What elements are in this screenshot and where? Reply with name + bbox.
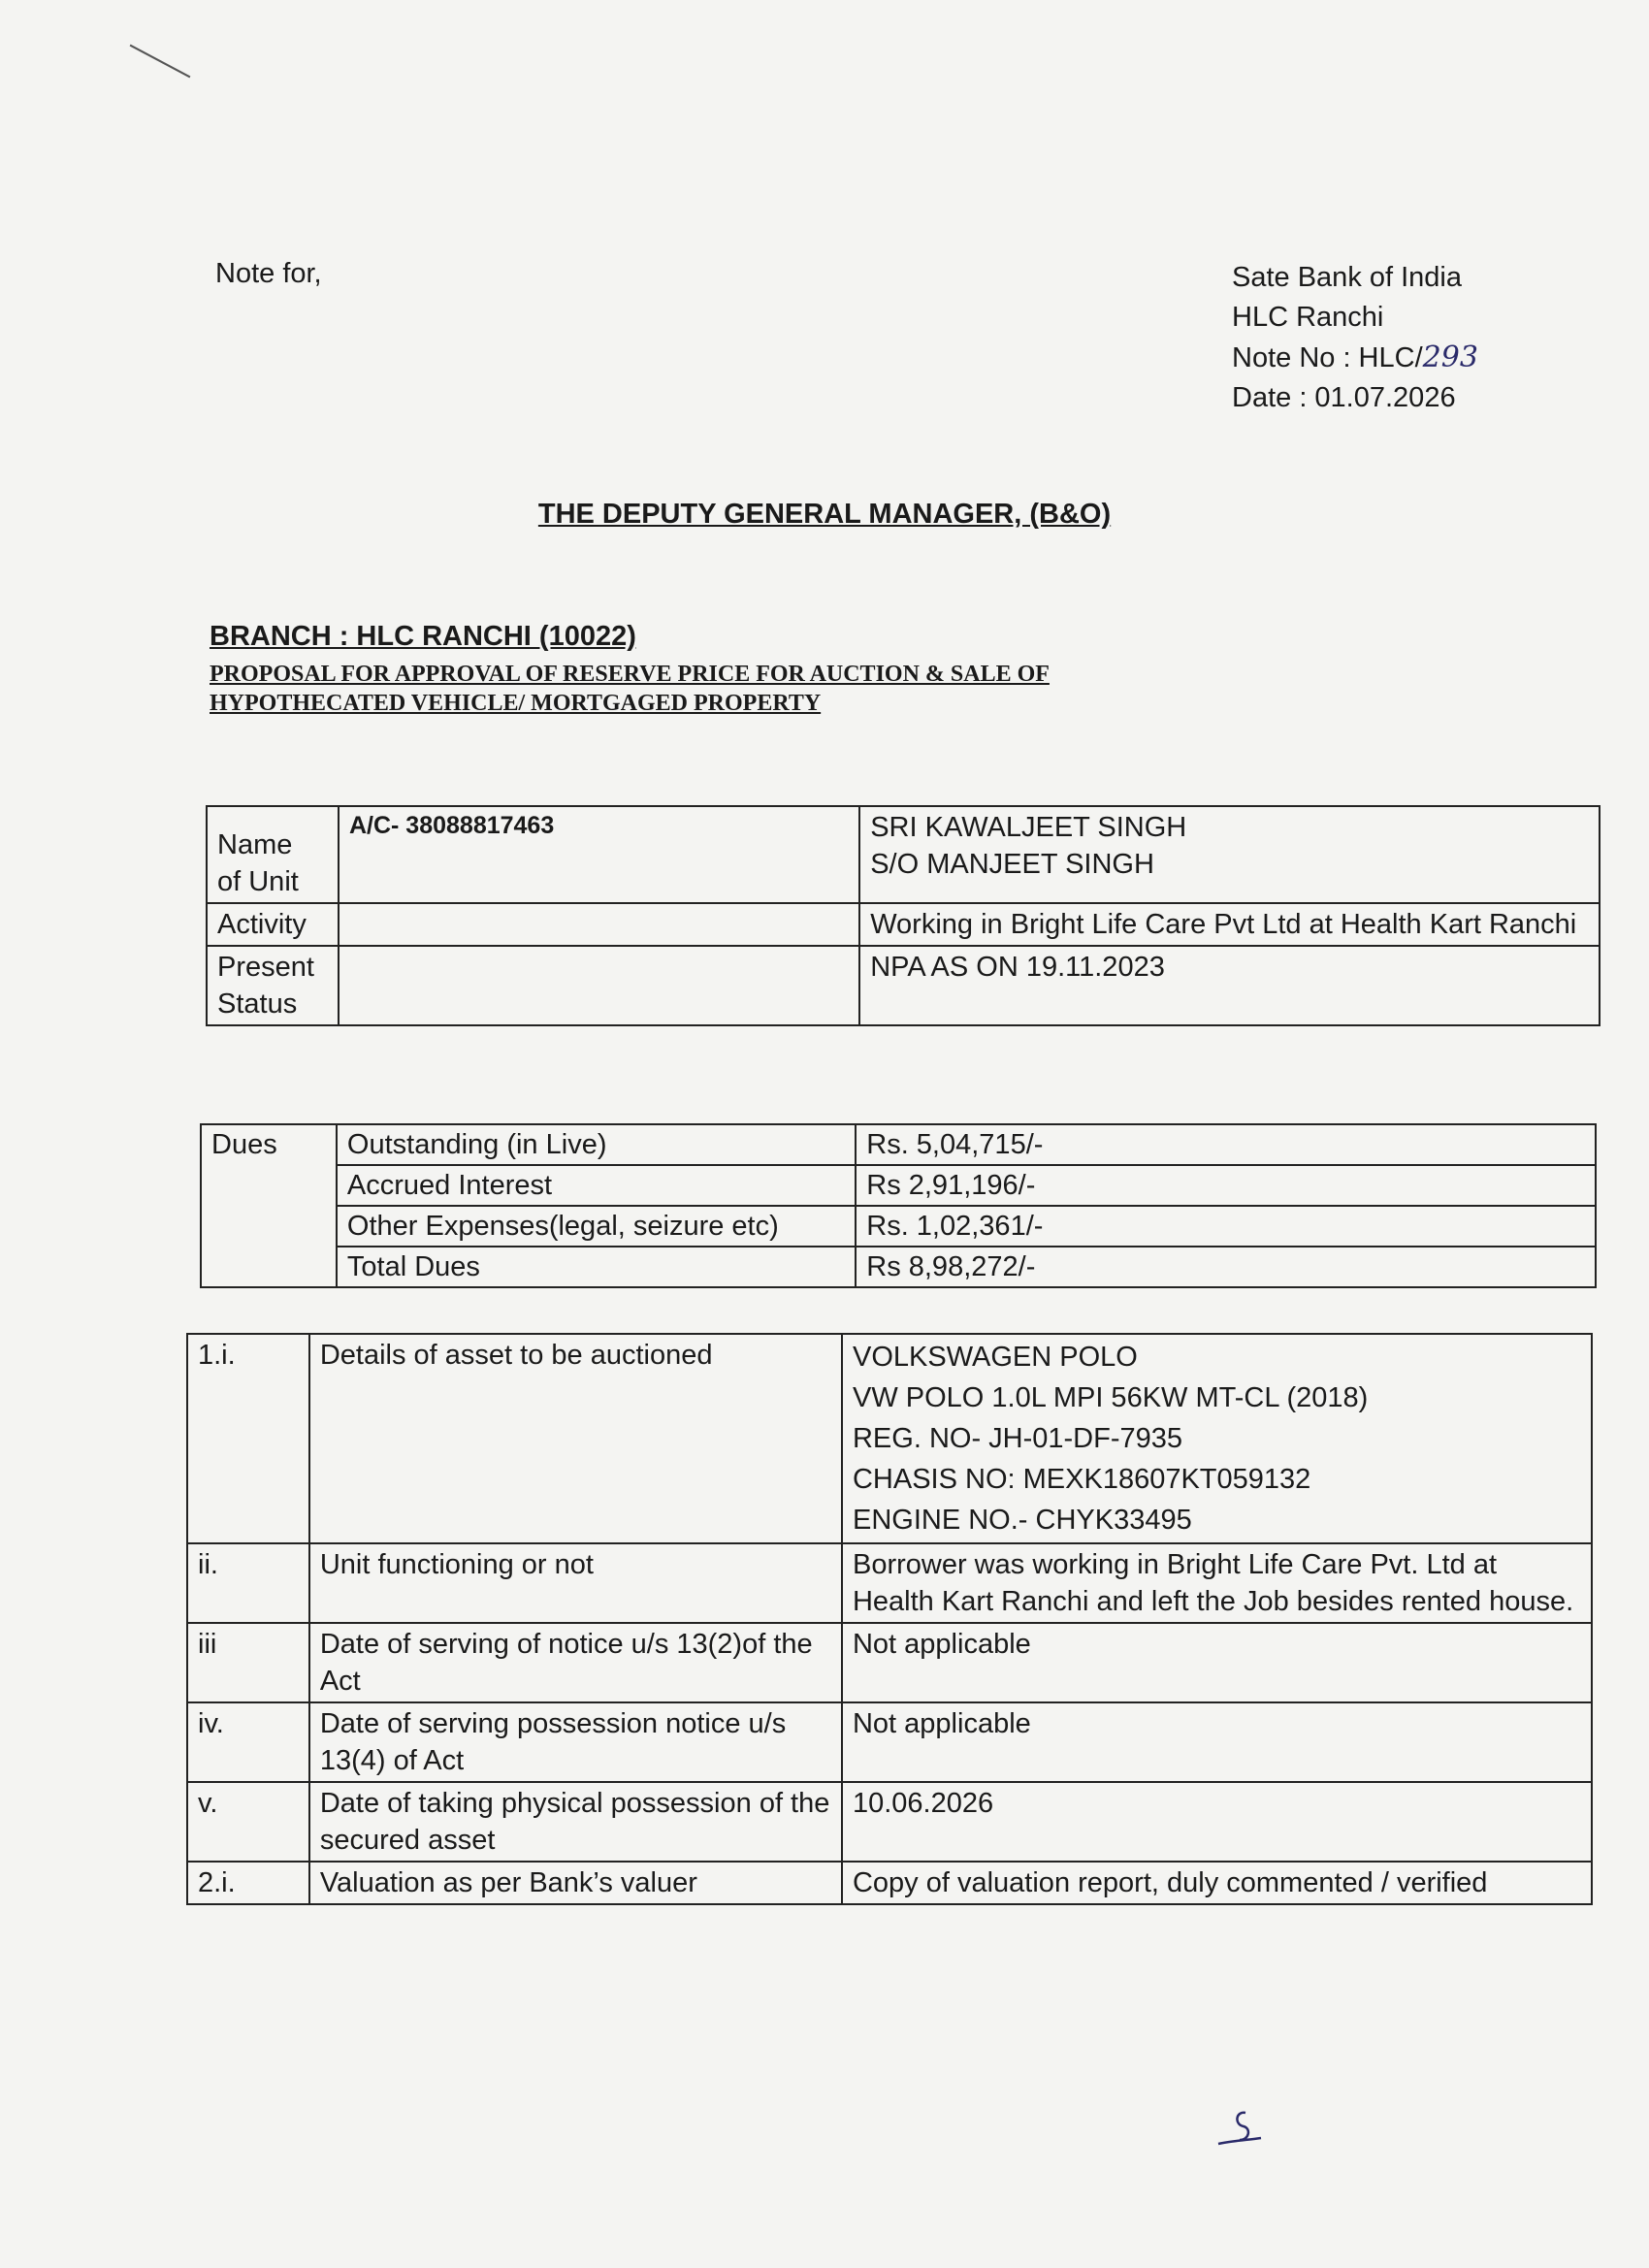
table-row xyxy=(201,1206,1596,1247)
dues-amount: Rs 8,98,272/- xyxy=(856,1247,1596,1287)
note-number xyxy=(1232,338,1478,378)
table-row xyxy=(187,1782,1592,1862)
sender-block xyxy=(1232,258,1478,418)
table-row xyxy=(207,806,1600,903)
row-number: v. xyxy=(187,1782,309,1862)
row-item: Date of serving of notice u/s 13(2)of the Act xyxy=(309,1623,842,1702)
name-value-cell xyxy=(859,806,1600,903)
asset-line: VOLKSWAGEN POLO xyxy=(852,1342,1138,1373)
status-value: NPA AS ON 19.11.2023 xyxy=(859,946,1600,1025)
empty-cell xyxy=(339,903,859,946)
empty-cell xyxy=(339,946,859,1025)
status-label-cell xyxy=(207,946,339,1025)
table-row xyxy=(207,903,1600,946)
table-row xyxy=(187,1334,1592,1543)
row-item: Unit functioning or not xyxy=(309,1543,842,1623)
row-value: Borrower was working in Bright Life Care Pvt. Ltd at Health Kart Ranchi and left the Job besides rented house. xyxy=(842,1543,1592,1623)
proposal-title xyxy=(210,660,1180,718)
dues-item: Total Dues xyxy=(337,1247,856,1287)
row-value: Not applicable xyxy=(842,1623,1592,1702)
row-item: Date of taking physical possession of the secured asset xyxy=(309,1782,842,1862)
dues-item: Other Expenses(legal, seizure etc) xyxy=(337,1206,856,1247)
proposal-line-1: PROPOSAL FOR APPROVAL OF RESERVE PRICE FOR AUCTION & SALE OF xyxy=(210,662,1050,687)
office-name: HLC Ranchi xyxy=(1232,302,1384,333)
dues-item: Outstanding (in Live) xyxy=(337,1124,856,1165)
table-row xyxy=(201,1247,1596,1287)
table-row xyxy=(207,946,1600,1025)
name-label-1: Name xyxy=(217,829,293,860)
row-number: 1.i. xyxy=(187,1334,309,1543)
addressee: THE DEPUTY GENERAL MANAGER, (B&O) xyxy=(537,499,1112,530)
row-value: 10.06.2026 xyxy=(842,1782,1592,1862)
activity-label: Activity xyxy=(207,903,339,946)
row-number: iii xyxy=(187,1623,309,1702)
asset-line: CHASIS NO: MEXK18607KT059132 xyxy=(852,1464,1311,1495)
table-row xyxy=(201,1165,1596,1206)
name-label-2: of Unit xyxy=(217,866,299,897)
borrower-father: S/O MANJEET SINGH xyxy=(870,849,1154,880)
details-table xyxy=(186,1333,1593,1905)
note-no-label: Note No : HLC/ xyxy=(1232,342,1423,373)
dues-table xyxy=(200,1123,1597,1288)
asset-details xyxy=(842,1334,1592,1543)
note-for: Note for, xyxy=(215,258,322,289)
row-item: Details of asset to be auctioned xyxy=(309,1334,842,1543)
asset-line: ENGINE NO.- CHYK33495 xyxy=(852,1505,1192,1536)
asset-line: REG. NO- JH-01-DF-7935 xyxy=(852,1423,1182,1454)
account-number: A/C- 38088817463 xyxy=(339,806,859,903)
borrower-name: SRI KAWALJEET SINGH xyxy=(870,812,1187,843)
note-date: Date : 01.07.2026 xyxy=(1232,382,1456,413)
proposal-line-2: HYPOTHECATED VEHICLE/ MORTGAGED PROPERTY xyxy=(210,691,822,716)
signature-icon xyxy=(1212,2105,1271,2158)
name-label-cell xyxy=(207,806,339,903)
table-row xyxy=(187,1543,1592,1623)
pen-mark-icon xyxy=(130,45,191,79)
row-item: Date of serving possession notice u/s 13(4) of Act xyxy=(309,1702,842,1782)
row-number: 2.i. xyxy=(187,1862,309,1904)
dues-item: Accrued Interest xyxy=(337,1165,856,1206)
branch-title: BRANCH : HLC RANCHI (10022) xyxy=(210,621,636,652)
dues-amount: Rs. 5,04,715/- xyxy=(856,1124,1596,1165)
dues-amount: Rs. 1,02,361/- xyxy=(856,1206,1596,1247)
bank-name: Sate Bank of India xyxy=(1232,262,1462,293)
row-value: Not applicable xyxy=(842,1702,1592,1782)
table-row xyxy=(187,1862,1592,1904)
unit-table xyxy=(206,805,1600,1026)
status-label-1: Present xyxy=(217,952,314,983)
row-item: Valuation as per Bank’s valuer xyxy=(309,1862,842,1904)
table-row xyxy=(187,1702,1592,1782)
table-row xyxy=(187,1623,1592,1702)
table-row xyxy=(201,1124,1596,1165)
row-number: ii. xyxy=(187,1543,309,1623)
dues-label: Dues xyxy=(201,1124,337,1287)
row-value: Copy of valuation report, duly commented / verified xyxy=(842,1862,1592,1904)
dues-amount: Rs 2,91,196/- xyxy=(856,1165,1596,1206)
note-no-handwritten: 293 xyxy=(1422,340,1478,374)
activity-value: Working in Bright Life Care Pvt Ltd at Health Kart Ranchi xyxy=(859,903,1600,946)
asset-line: VW POLO 1.0L MPI 56KW MT-CL (2018) xyxy=(852,1382,1369,1413)
status-label-2: Status xyxy=(217,988,298,1020)
row-number: iv. xyxy=(187,1702,309,1782)
